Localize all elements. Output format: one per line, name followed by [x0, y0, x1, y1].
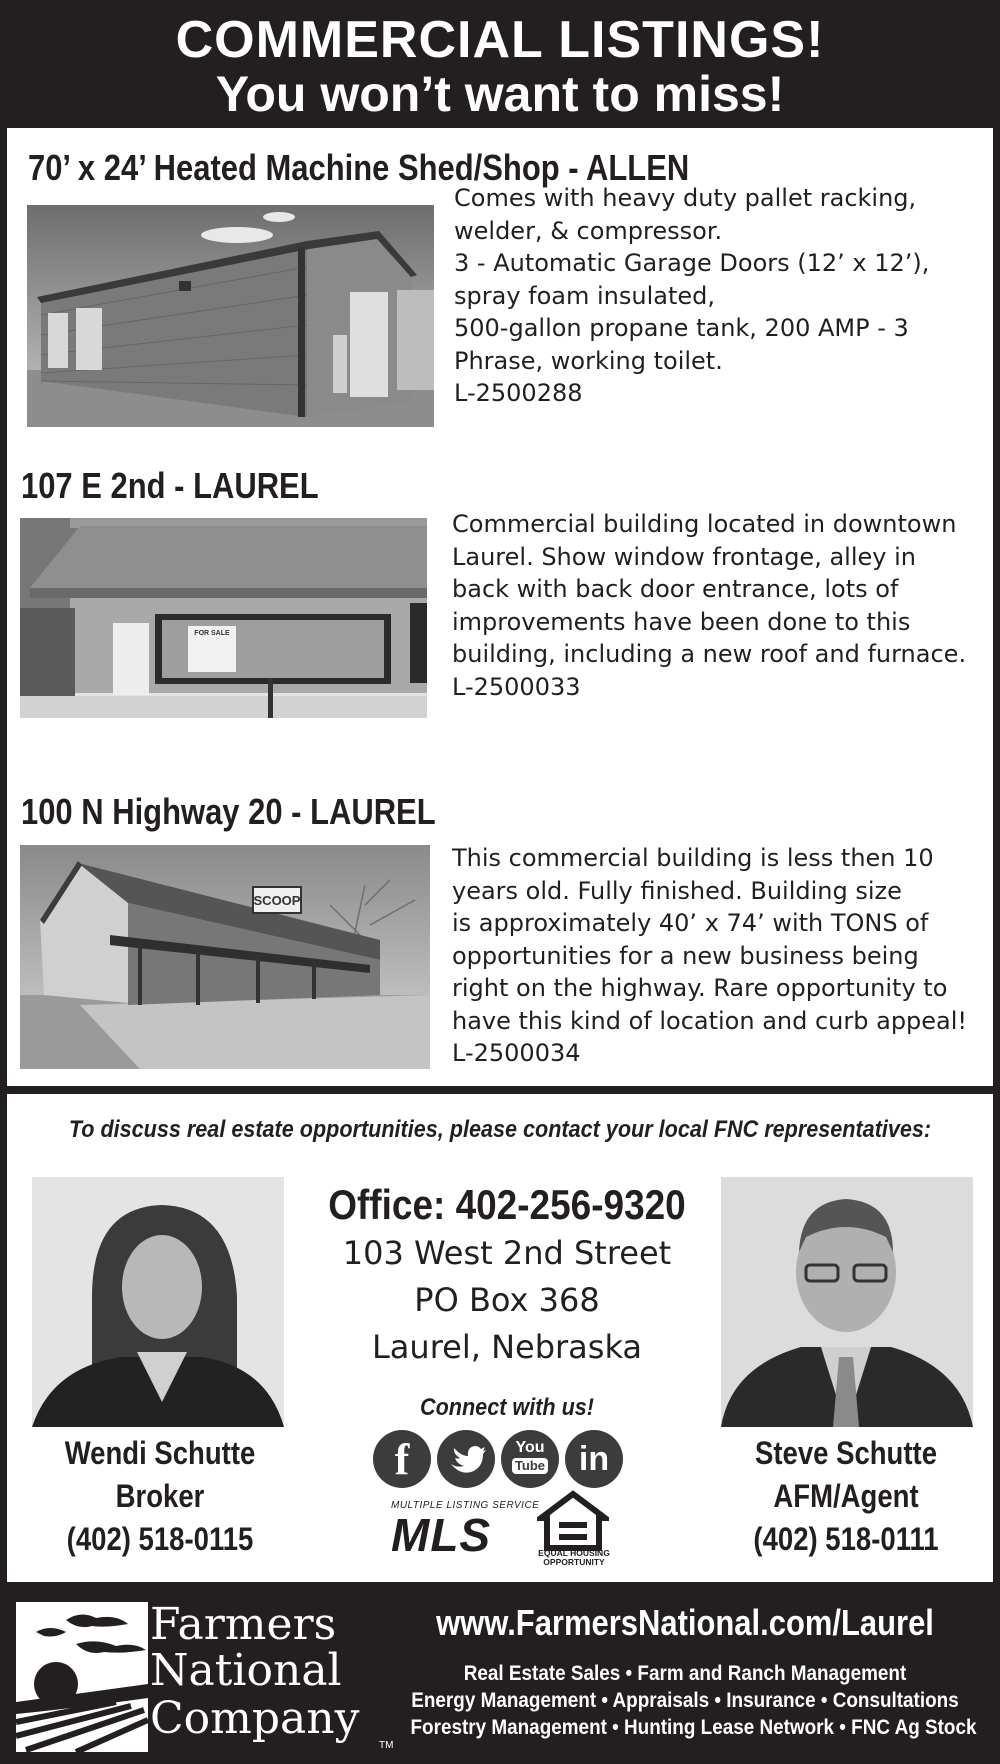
office-phone: Office: 402-256-9320	[328, 1181, 686, 1228]
description-line: Comes with heavy duty pallet racking,	[454, 184, 917, 212]
listing-description	[452, 842, 967, 1070]
listing-description	[454, 182, 929, 410]
listing-title: 107 E 2nd - LAUREL	[21, 465, 319, 506]
listings-panel	[7, 128, 993, 1086]
listing-photo-highway-building	[20, 845, 430, 1069]
listing-title: 70’ x 24’ Heated Machine Shed/Shop - ALLEN	[28, 147, 690, 188]
logo-word: Farmers	[150, 1599, 337, 1650]
twitter-icon[interactable]	[437, 1430, 495, 1488]
services-line: Real Estate Sales • Farm and Ranch Management	[463, 1662, 907, 1685]
description-line: spray foam insulated,	[454, 281, 715, 310]
for-sale-sign-text: FOR SALE	[194, 630, 230, 637]
description-line: back with back door entrance, lots of	[452, 575, 899, 603]
website-link[interactable]: www.FarmersNational.com/Laurel	[436, 1602, 934, 1643]
description-line: improvements have been done to this	[452, 607, 911, 636]
agent-role: Broker	[115, 1478, 205, 1514]
description-line: welder, & compressor.	[454, 216, 723, 245]
address-line: PO Box 368	[414, 1281, 600, 1319]
eho-line: OPPORTUNITY	[543, 1557, 605, 1567]
description-line: Phrase, working toilet.	[454, 346, 723, 375]
footer-banner	[0, 1588, 1000, 1764]
office-info	[267, 1180, 747, 1371]
description-line: right on the highway. Rare opportunity to	[452, 974, 948, 1002]
youtube-glyph-top: You	[515, 1439, 545, 1456]
fnc-logo-icon	[16, 1602, 148, 1752]
subheadline: You won’t want to miss!	[215, 66, 785, 122]
facebook-glyph: f	[394, 1435, 410, 1484]
address-line: 103 West 2nd Street	[342, 1234, 672, 1272]
linkedin-icon[interactable]	[565, 1430, 623, 1488]
header-banner	[0, 0, 1000, 128]
mls-caption: MULTIPLE LISTING SERVICE	[391, 1500, 540, 1511]
description-line: This commercial building is less then 10	[452, 844, 934, 872]
description-line: Commercial building located in downtown	[452, 510, 957, 538]
mls-logo: MLS	[391, 1509, 492, 1561]
facebook-icon[interactable]	[373, 1430, 431, 1488]
agent-photo-wendi	[32, 1177, 284, 1427]
logo-word: Company	[150, 1693, 360, 1744]
address-line: Laurel, Nebraska	[371, 1328, 643, 1366]
connect-label: Connect with us!	[419, 1394, 594, 1421]
youtube-icon[interactable]	[501, 1430, 559, 1488]
equal-housing-text	[535, 1549, 613, 1567]
agent-card-wendi	[10, 1432, 310, 1561]
agent-name: Wendi Schutte	[64, 1435, 256, 1471]
listing-description	[452, 508, 966, 703]
linkedin-glyph: in	[578, 1440, 610, 1478]
listing-photo-machine-shed	[27, 205, 434, 427]
contact-panel	[7, 1094, 993, 1582]
agent-phone: (402) 518-0115	[66, 1521, 254, 1557]
description-line: have this kind of location and curb appeal!	[452, 1006, 968, 1035]
logo-word: National	[150, 1645, 342, 1696]
headline: COMMERCIAL LISTINGS!	[175, 11, 825, 69]
agent-card-steve	[696, 1432, 996, 1561]
trademark: TM	[379, 1740, 394, 1751]
description-line: 3 - Automatic Garage Doors (12’ x 12’),	[454, 249, 930, 277]
listing-title: 100 N Highway 20 - LAUREL	[21, 791, 436, 832]
listing-id: L-2500288	[454, 379, 583, 407]
listing-id: L-2500033	[452, 672, 581, 701]
listing-photo-downtown-building	[20, 518, 427, 718]
description-line: opportunities for a new business being	[452, 941, 919, 970]
description-line: years old. Fully finished. Building size	[452, 876, 902, 905]
description-line: building, including a new roof and furnace.	[452, 640, 967, 668]
agent-name: Steve Schutte	[755, 1435, 937, 1471]
youtube-glyph-bottom: Tube	[512, 1458, 548, 1474]
description-line: 500-gallon propane tank, 200 AMP - 3	[454, 314, 909, 342]
description-line: Laurel. Show window frontage, alley in	[452, 542, 916, 571]
listing-id: L-2500034	[452, 1039, 581, 1067]
agent-role: AFM/Agent	[773, 1478, 919, 1514]
description-line: is approximately 40’ x 74’ with TONS of	[452, 909, 929, 937]
eho-line: EQUAL HOUSING	[538, 1548, 610, 1558]
services-line: Energy Management • Appraisals • Insurance • Consultations	[411, 1689, 959, 1712]
contact-tagline: To discuss real estate opportunities, please contact your local FNC representatives:	[68, 1116, 932, 1143]
services-line: Forestry Management • Hunting Lease Network • FNC Ag Stock	[410, 1716, 977, 1739]
agent-phone: (402) 518-0111	[753, 1521, 939, 1557]
agent-photo-steve	[721, 1177, 973, 1427]
scoop-sign-text: SCOOP	[253, 893, 301, 908]
